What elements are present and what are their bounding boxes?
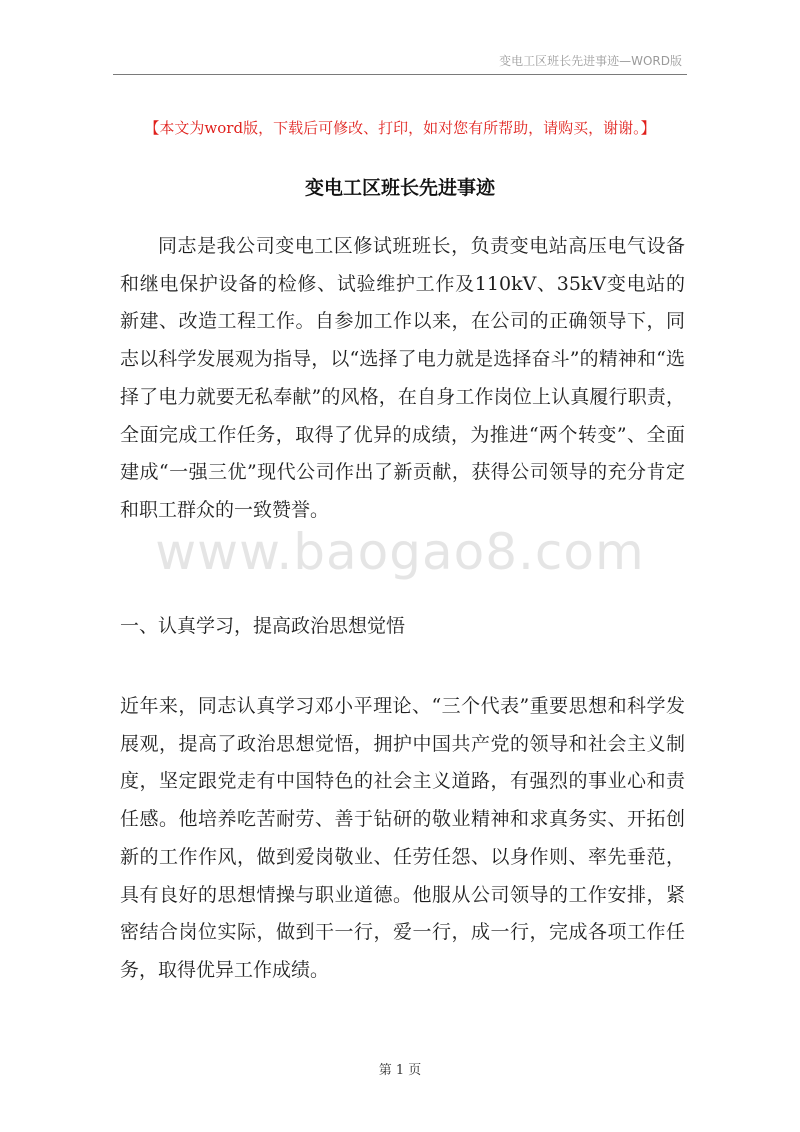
body-paragraph-1: 同志是我公司变电工区修试班班长，负责变电站高压电气设备和继电保护设备的检修、试验维护工作及110kV、35kV变电站的新建、改造工程工作。自参加工作以来，在公司的正确领导下，同志以科学发展观为指导，以“选择了电力就是选择奋斗”的精神和“选择了电力就要无私奉献”的风格，在自身工作岗位上认真履行职责，全面完成工作任务，取得了优异的成绩，为推进“两个转变”、全面建成“一强三优”现代公司作出了新贡献，获得公司领导的充分肯定和职工群众的一致赞誉。 [120,235,685,521]
section-heading-1: 一、认真学习，提高政治思想觉悟 [120,615,406,637]
body-paragraph-2: 近年来，同志认真学习邓小平理论、“三个代表”重要思想和科学发展观，提高了政治思想觉悟，拥护中国共产党的领导和社会主义制度，坚定跟党走有中国特色的社会主义道路，有强烈的事业心和责任感。他培养吃苦耐劳、善于钻研的敬业精神和求真务实、开拓创新的工作作风，做到爱岗敬业、任劳任怨、以身作则、率先垂范，具有良好的思想情操与职业道德。他服从公司领导的工作安排，紧密结合岗位实际，做到干一行，爱一行，成一行，完成各项工作任务，取得优异工作成绩。 [120,695,685,981]
watermark: www.baogao8.com [155,523,645,581]
running-header: 变电工区班长先进事迹—WORD版 [499,54,682,68]
download-notice: 【本文为word版，下载后可修改、打印，如对您有所帮助，请购买，谢谢。】 [144,119,656,137]
header-divider [113,74,687,75]
document-title: 变电工区班长先进事迹 [304,177,495,199]
page-number: 第 1 页 [378,1063,422,1078]
